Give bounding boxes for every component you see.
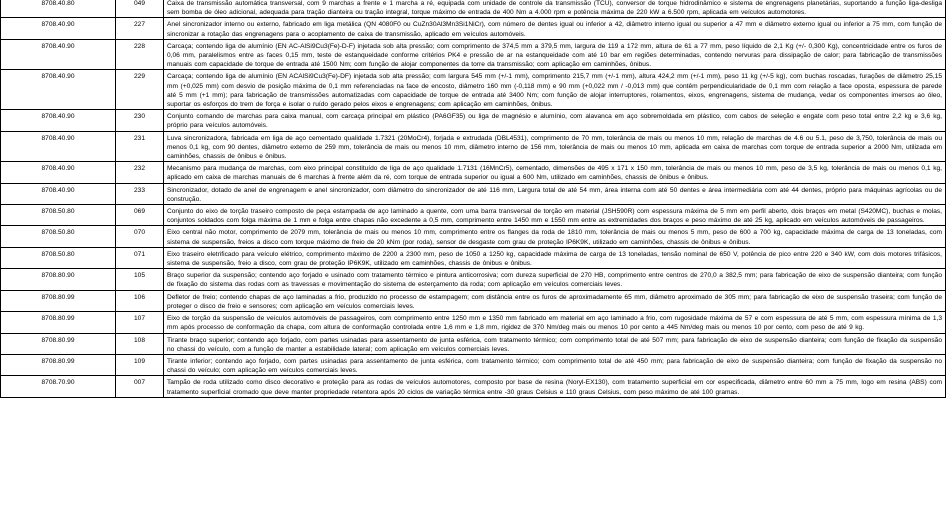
ncm-code-cell: 8708.70.90 bbox=[1, 376, 116, 397]
description-cell: Caixa de transmissão automática transversal, com 9 marchas a frente e 1 marcha a ré, equipada com unidade de controle da transmissão (TCU), conversor de torque hidrodinâmico e sistema de engrenagens planetárias, suportando a função liga-desliga sem bomba de óleo adicional, adequada para tração dianteira ou tração integral, torque máximo de entrada de 400 Nm a 4.000 rpm e potência máxima de 220 kW a 6.500 rpm, aplicada em veículos automotores. bbox=[164, 0, 946, 18]
ex-number-cell: 232 bbox=[116, 162, 164, 183]
description-cell: Tirante braço superior; contendo aço forjado, com partes usinadas para assentamento de junta esférica, com tratamento térmico; com comprimento total de até 507 mm; para fabricação de eixo de suspensão dianteira; com função de fixação da suspensão no chassi do veículo, com a função de manter a estabilidade lateral; com aplicação em veículos comerciais leves. bbox=[164, 333, 946, 354]
ncm-code-cell: 8708.80.90 bbox=[1, 269, 116, 290]
table-row bbox=[1, 205, 946, 226]
table-row bbox=[1, 39, 946, 70]
ex-number-cell: 106 bbox=[116, 290, 164, 311]
table-row bbox=[1, 269, 946, 290]
ex-number-cell: 108 bbox=[116, 333, 164, 354]
ex-number-cell: 231 bbox=[116, 131, 164, 162]
ex-number-cell: 227 bbox=[116, 18, 164, 39]
ncm-code-cell: 8708.40.90 bbox=[1, 70, 116, 110]
ex-number-cell: 069 bbox=[116, 205, 164, 226]
description-cell: Tampão de roda utilizado como disco decorativo e proteção para as rodas de veículos automotores, composto por base de resina (Noryl-EX130), com tratamento superficial em cor especificada, diâmetro entre 60 mm a 75 mm, logo em resina (ABS) com tratamento superficial cromado que deve manter propriedade retentora após 20 ciclos de variação térmica entre -30 graus Celsius e 110 graus Celsius, com peso máximo de até 100 gramas. bbox=[164, 376, 946, 397]
description-cell: Eixo central não motor, comprimento de 2079 mm, tolerância de mais ou menos 10 mm, comprimento entre os flanges da roda de 1810 mm, tolerância de mais ou menos 5 mm, peso de 600 a 700 kg, capacidade máxima de carga de 13 toneladas, com sistema de suspensão, freios a disco com torque máximo de freio de 20 kNm (por roda), sensor de desgaste com grau de proteção IP6K9K, utilizado em caminhões, chassis de ônibus e ônibus. bbox=[164, 226, 946, 247]
table-row bbox=[1, 18, 946, 39]
ncm-code-cell: 8708.50.80 bbox=[1, 205, 116, 226]
ncm-code-cell: 8708.40.90 bbox=[1, 110, 116, 131]
ncm-code-cell: 8708.40.90 bbox=[1, 162, 116, 183]
ex-number-cell: 109 bbox=[116, 354, 164, 375]
description-cell: Eixo de torção da suspensão de veículos automóveis de passageiros, com comprimento entre 1250 mm e 1350 mm fabricado em material em aço laminado a frio, com rugosidade máxima de 57 e com espessura de até 5 mm, com espessura mínima de 1,3 mm após processo de conformação da chapa, com altura de conformação controlada entre 1,6 mm e 1,8 mm, rigidez de 370 Nm/deg mais ou menos 10 por cento a 445 Nm/deg mais ou menos 10 por cento, com peso de até 9 kg. bbox=[164, 312, 946, 333]
description-cell: Sincronizador, dotado de anel de engrenagem e anel sincronizador, com diâmetro do sincronizador de até 116 mm, Largura total de até 54 mm, área interna com até 50 dentes e área intermediária com até 44 dentes, próprio para máquinas agrícolas ou de construção. bbox=[164, 183, 946, 204]
description-cell: Conjunto do eixo de torção traseiro composto de peça estampada de aço laminado a quente, com uma barra transversal de torção em material (JSH590R) com espessura máxima de 5 mm em perfil aberto, dois braços em metal (S420MC), buchas e molas, conjuntos soldados com folga máxima de 1 mm e folga entre chapas não excedente a 0,5 mm, comprimento entre 1450 mm e 1550 mm entre as extremidades dos braços e peso máximo de até 25 kg, aplicado em veículos automóveis de passageiros. bbox=[164, 205, 946, 226]
ex-number-cell: 049 bbox=[116, 0, 164, 18]
table-row bbox=[1, 333, 946, 354]
ncm-code-cell: 8708.40.80 bbox=[1, 0, 116, 18]
ex-number-cell: 071 bbox=[116, 247, 164, 268]
ex-number-cell: 107 bbox=[116, 312, 164, 333]
ex-number-cell: 070 bbox=[116, 226, 164, 247]
description-cell: Defletor de freio; contendo chapas de aço laminadas a frio, produzido no processo de estampagem; com distância entre os furos de aproximadamente 65 mm, diâmetro aproximado de 305 mm; para fabricação de eixo de suspensão traseira; com função de proteger o disco de freio e sensores; com aplicação em veículos comerciais leves. bbox=[164, 290, 946, 311]
description-cell: Carcaça; contendo liga de alumínio (EN AC-AlSi9Cu3(Fe)-D-F) injetada sob alta pressão; com comprimento de 374,5 mm a 379,5 mm, largura de 119 a 172 mm, altura de 61 a 77 mm, peso líquido de 2,1 Kg (+/- 0,300 Kg), concentricidade entre os furos de 0,06 mm, paralelismos entre as faces 0,15 mm, teste de estanqueidade conforme critérios PK4 e pressão de ar na estanqueidade com até 10 bar em regiões determinadas, contendo nervuras para dissipação de calor; para fabricação de transmissões manuais com capacidade de torque de entrada até 1500 Nm; com função de alojar componentes da torre da transmissão; com aplicação em caminhões, ônibus. bbox=[164, 39, 946, 70]
table-row bbox=[1, 247, 946, 268]
ex-number-cell: 229 bbox=[116, 70, 164, 110]
table-row bbox=[1, 131, 946, 162]
ncm-code-cell: 8708.40.90 bbox=[1, 183, 116, 204]
ncm-code-cell: 8708.40.90 bbox=[1, 131, 116, 162]
table-row bbox=[1, 376, 946, 397]
description-cell: Tirante inferior; contendo aço forjado, com partes usinadas para assentamento de junta esférica, com tratamento térmico; com comprimento total de até 450 mm; para fabricação de eixo de suspensão dianteira; com função de fixação da suspensão no chassi do veículo; com aplicação em veículos comerciais leves. bbox=[164, 354, 946, 375]
ncm-code-cell: 8708.50.80 bbox=[1, 226, 116, 247]
table-row bbox=[1, 290, 946, 311]
description-cell: Braço superior da suspensão; contendo aço forjado e usinado com tratamento térmico e pintura anticorrosiva; com dureza superficial de 270 HB, comprimento entre centros de 270,0 a 382,5 mm; para fabricação de eixo de suspensão dianteira; com função de fixação do sistema das rodas com as travessas e movimentação do sistema de esterçamento da roda; com aplicação em veículos comerciais leves. bbox=[164, 269, 946, 290]
table-row bbox=[1, 110, 946, 131]
description-cell: Anel sincronizador interno ou externo, fabricado em liga metálica (QN 4080F0 ou CuZn30Al3Mn3Si1NiCr), com número de dentes igual ou inferior a 42, diâmetro interno igual ou superior a 47 mm e diâmetro externo igual ou inferior a 75 mm, com função de sincronizar a rotação das engrenagens para o acoplamento de caixa de transmissão, aplicado em veículos automóveis. bbox=[164, 18, 946, 39]
description-cell: Luva sincronizadora, fabricada em liga de aço cementado qualidade 1.7321 (20MoCr4), forjada e extrudada (DBL4531), comprimento de 70 mm, tolerância de mais ou menos 10 mm, relação de marchas de 4.6 ou 5.1, peso de 3,750, tolerância de mais ou menos 0,1 kg, com 90 dentes, diâmetro externo de 259 mm, tolerância de mais ou menos 10 mm, diâmetro interno de 156 mm, tolerância de mais ou menos 10 mm, aplicada em caixa de marchas com torque de entrada superior a 2000 Nm, utilizada em caminhões, chassis de ônibus e ônibus. bbox=[164, 131, 946, 162]
table-row bbox=[1, 0, 946, 18]
ncm-code-cell: 8708.80.99 bbox=[1, 290, 116, 311]
ncm-code-cell: 8708.40.90 bbox=[1, 18, 116, 39]
table-row bbox=[1, 312, 946, 333]
description-cell: Eixo traseiro eletrificado para veículo elétrico, comprimento máximo de 2200 a 2300 mm, peso de 1050 a 1250 kg, capacidade máxima de carga de 13 toneladas, tensão nominal de 650 V, potência de pico entre 220 e 340 kW, com dois motores trifásicos, sistema de suspensão, freio a disco, com grau de proteção IP6K9K, utilizado em caminhões, chassis de ônibus e ônibus. bbox=[164, 247, 946, 268]
ncm-code-cell: 8708.80.99 bbox=[1, 354, 116, 375]
table-row bbox=[1, 226, 946, 247]
table-body bbox=[1, 0, 946, 397]
table-row bbox=[1, 183, 946, 204]
ncm-code-cell: 8708.80.99 bbox=[1, 333, 116, 354]
table-row bbox=[1, 70, 946, 110]
ex-number-cell: 007 bbox=[116, 376, 164, 397]
description-cell: Conjunto comando de marchas para caixa manual, com carcaça principal em plástico (PA6GF35) ou liga de magnésio e alumínio, com alavanca em aço sobremoldada em plástico, com cabos de seleção e engate com peso total entre 2,2 kg e 3,6 kg, próprio para veículos automóveis. bbox=[164, 110, 946, 131]
ex-number-cell: 105 bbox=[116, 269, 164, 290]
table-row bbox=[1, 162, 946, 183]
ex-number-cell: 233 bbox=[116, 183, 164, 204]
ex-number-cell: 228 bbox=[116, 39, 164, 70]
ncm-code-cell: 8708.40.90 bbox=[1, 39, 116, 70]
description-cell: Mecanismo para mudança de marchas, com eixo principal constituído de liga de aço qualidade 1.7131 (16MnCr5), cementado, dimensões de 495 x 171 x 150 mm, tolerância de mais ou menos 10 mm, peso de 3,5 kg, tolerância de mais ou menos 0,1 kg, aplicado em caixa de marchas manuais de 6 marchas à frente além da ré, com torque de entrada superior ou igual a 600 Nm, utilizado em caminhões, chassis de ônibus e ônibus. bbox=[164, 162, 946, 183]
ncm-code-cell: 8708.50.80 bbox=[1, 247, 116, 268]
ncm-code-cell: 8708.80.99 bbox=[1, 312, 116, 333]
table-row bbox=[1, 354, 946, 375]
ex-number-cell: 230 bbox=[116, 110, 164, 131]
description-cell: Carcaça; contendo liga de alumínio (EN ACAlSi9Cu3(Fe)-DF) injetada sob alta pressão; com largura 545 mm (+/-1 mm), comprimento 215,7 mm (+/-1 mm), altura 424,2 mm (+/-1 mm), peso 11 kg (+/-5 kg), com buchas roscadas, furações de diâmetro 25,15 mm (+0,025 mm) com desvio de posição máxima de 0,1 mm referenciadas na face de encosto, diâmetro 160 mm (-0,118 mm) e 90 mm (+0,022 mm / -0,013 mm) que contêm perpendicularidade de 0,1 mm com relação a face oposta, espessura de parede até 5 mm (+1 mm); para fabricação de transmissões automatizadas com capacidade de torque de entrada até 3400 Nm; com função de alojar interruptores, rolamentos, eixos, engrenagens, sistema de mudança, vedar os componentes imersos ao óleo, suportar os esforços do trem de força e isolar o ruído gerado pelos eixos e engrenagens; com aplicação em caminhões, ônibus. bbox=[164, 70, 946, 110]
